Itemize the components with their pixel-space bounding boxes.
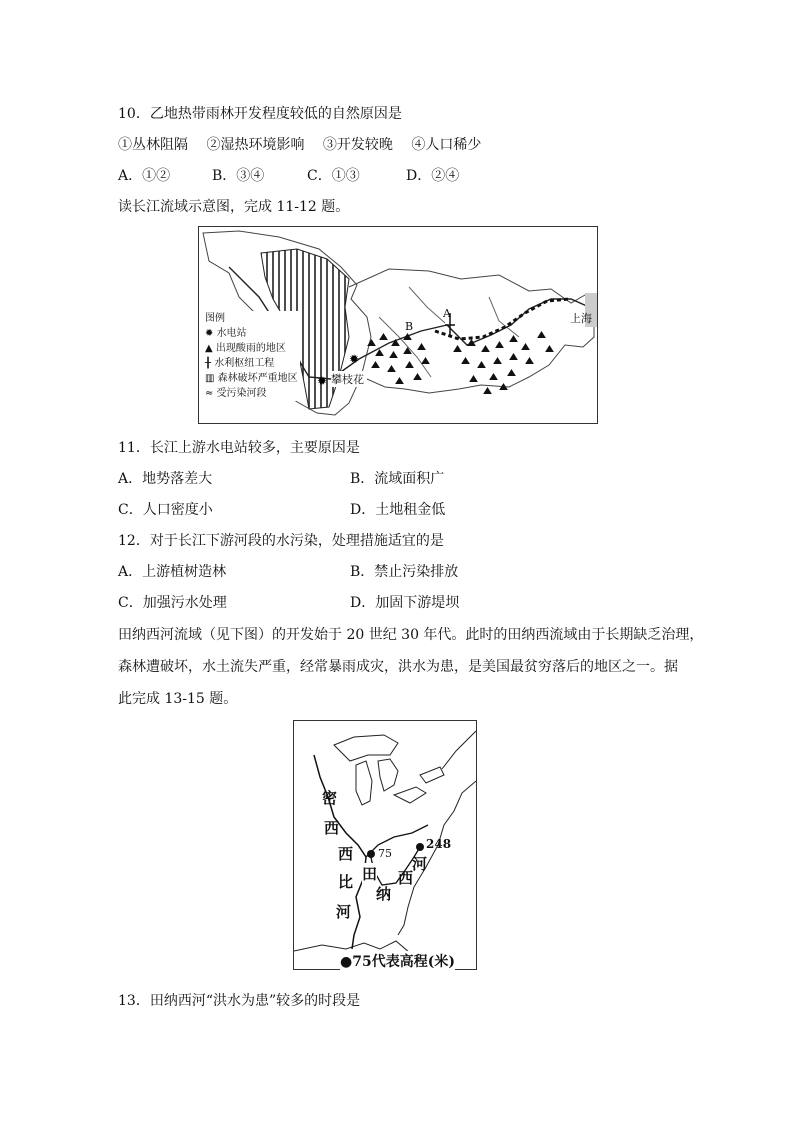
tennessee-char-4: 河 [412, 855, 428, 873]
intro-13-15-line3: 此完成 13-15 题。 [118, 691, 238, 707]
q12-option-a: A．上游植树造林 [118, 564, 227, 580]
legend-deforestation: 森林破坏严重地区 [217, 373, 298, 384]
dam-icon: ╂ [205, 358, 215, 369]
mississippi-char-2: 西 [324, 819, 340, 837]
elev-low-label: 75 [378, 847, 392, 860]
hydro-station-icon: ✹ [205, 328, 217, 339]
tennessee-map-legend: ●75代表高程(米) [340, 951, 455, 971]
q11-option-d: D．土地租金低 [350, 502, 446, 518]
q11-stem: 11．长江上游水电站较多，主要原因是 [118, 440, 360, 456]
map-legend [205, 311, 300, 401]
svg-text:✹: ✹ [317, 374, 328, 388]
mississippi-char-5: 河 [336, 903, 352, 921]
legend-hydro: 水电站 [216, 328, 247, 339]
deforestation-icon: ▥ [205, 373, 218, 384]
tennessee-map [293, 720, 477, 970]
q10-option-d: D．②④ [406, 168, 460, 184]
q12-option-b: B．禁止污染排放 [350, 564, 459, 580]
q10-stem: 10．乙地热带雨林开发程度较低的自然原因是 [118, 106, 402, 122]
elev-high-label: 248 [426, 837, 452, 851]
q10-option-b: B．③④ [212, 168, 265, 184]
tennessee-char-1: 田 [362, 865, 378, 883]
map-label-a: A [443, 307, 451, 320]
yangtze-map [198, 226, 598, 424]
tennessee-char-3: 西 [398, 869, 414, 887]
polluted-river-icon: ≈ [205, 388, 217, 399]
legend-dam: 水利枢纽工程 [214, 358, 275, 369]
q11-option-c: C．人口密度小 [118, 502, 213, 518]
q13-stem: 13．田纳西河“洪水为患”较多的时段是 [118, 993, 361, 1009]
legend-title: 图例 [205, 313, 225, 324]
tennessee-char-2: 纳 [376, 885, 392, 903]
map-label-shanghai: 上海 [570, 312, 592, 325]
map-label-panzhihua: 攀枝花 [331, 373, 364, 386]
q12-option-d: D．加固下游堤坝 [350, 595, 460, 611]
svg-text:✹: ✹ [349, 352, 360, 366]
q10-option-c: C．①③ [307, 168, 360, 184]
acid-rain-icon: ▲ [205, 343, 216, 354]
q12-stem: 12．对于长江下游河段的水污染，处理措施适宜的是 [118, 533, 444, 549]
legend-acid-rain: 出现酸雨的地区 [215, 343, 286, 354]
map-label-b: B [405, 320, 414, 333]
q11-option-b: B．流域面积广 [350, 471, 445, 487]
mississippi-char-4: 比 [338, 873, 354, 891]
mississippi-char-1: 密 [322, 789, 338, 807]
mississippi-char-3: 西 [338, 845, 354, 863]
intro-13-15-line1: 田纳西河流域（见下图）的开发始于 20 世纪 30 年代。此时的田纳西流域由于长期缺乏治理， [118, 627, 704, 643]
q12-option-c: C．加强污水处理 [118, 595, 227, 611]
legend-polluted: 受污染河段 [216, 388, 267, 399]
q10-option-a: A．①② [118, 168, 171, 184]
q11-option-a: A．地势落差大 [118, 471, 213, 487]
intro-13-15-line2: 森林遭破坏，水土流失严重，经常暴雨成灾，洪水为患，是美国最贫穷落后的地区之一。据 [118, 659, 678, 675]
intro-11-12: 读长江流域示意图，完成 11-12 题。 [118, 199, 350, 215]
q10-items: ①丛林阻隔 ②湿热环境影响 ③开发较晚 ④人口稀少 [118, 137, 482, 153]
